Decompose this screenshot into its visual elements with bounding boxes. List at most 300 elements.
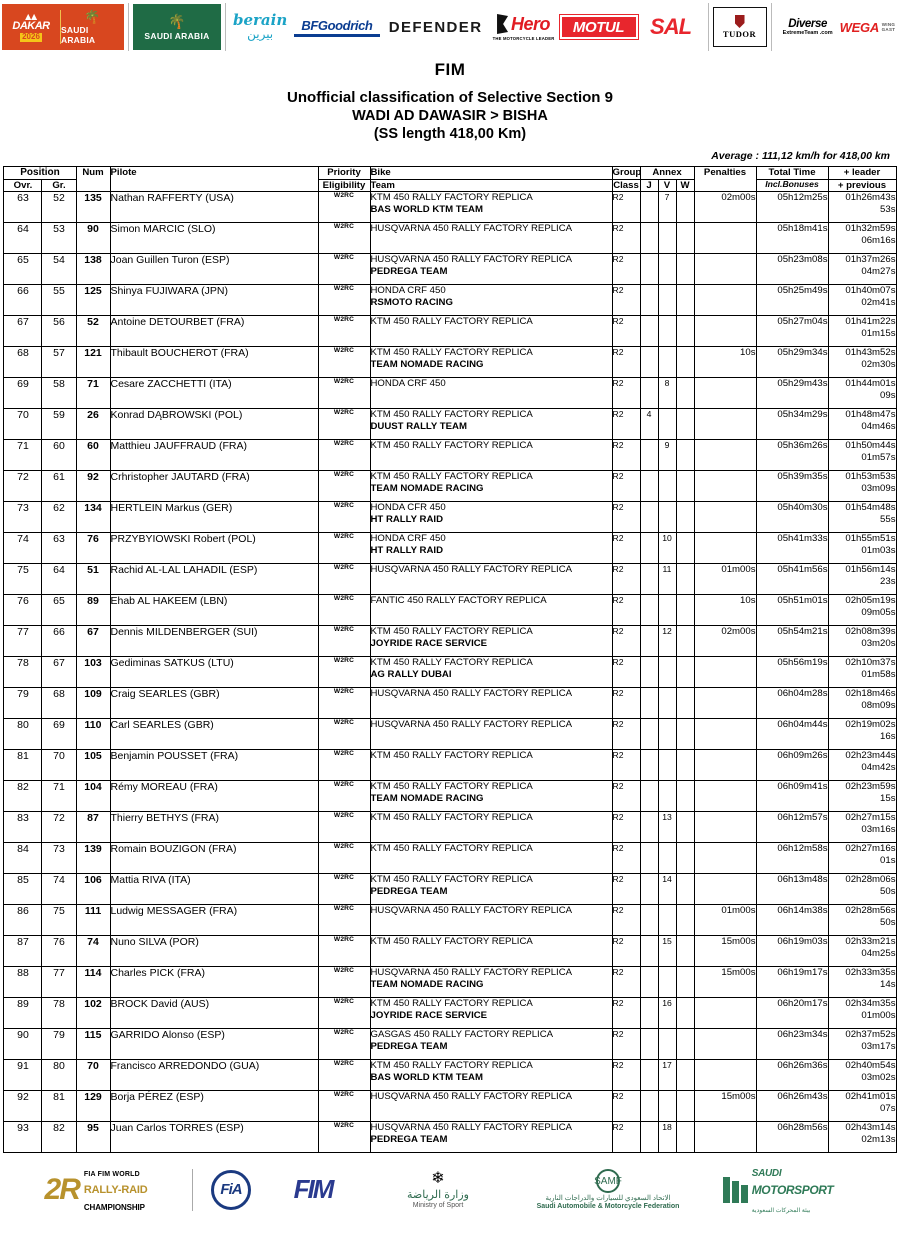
cell-ovr: 70 bbox=[4, 408, 42, 439]
classification-table bbox=[3, 166, 896, 1153]
cell-penalties bbox=[694, 811, 756, 842]
header-team: Team bbox=[370, 179, 612, 191]
cell-priority-eligibility: W2RC bbox=[318, 594, 370, 625]
cell-total-time: 05h29m34s bbox=[756, 346, 828, 377]
cell-annex-w bbox=[676, 749, 694, 780]
cell-class: R2 bbox=[612, 439, 640, 470]
cell-annex-w bbox=[676, 1059, 694, 1090]
gap-leader: 02h23m59s bbox=[845, 780, 896, 792]
cell-penalties bbox=[694, 656, 756, 687]
sponsor-logo-dakar bbox=[2, 1, 124, 53]
cell-class: R2 bbox=[612, 1121, 640, 1152]
document-header bbox=[0, 54, 900, 142]
cell-priority-eligibility: W2RC bbox=[318, 439, 370, 470]
cell-annex-v: 13 bbox=[658, 811, 676, 842]
gap-previous: 01m15s bbox=[861, 328, 896, 340]
bike-team: HT RALLY RAID bbox=[370, 545, 443, 557]
cell-annex-w bbox=[676, 284, 694, 315]
gap-leader: 02h23m44s bbox=[845, 749, 896, 761]
saudi-motorsport-line1: SAUDI bbox=[751, 1167, 782, 1179]
cell-penalties bbox=[694, 1121, 756, 1152]
ministry-english-label: Ministry of Sport bbox=[412, 1201, 464, 1209]
cell-annex-v bbox=[658, 780, 676, 811]
cell-annex-w bbox=[676, 1121, 694, 1152]
cell-class: R2 bbox=[612, 346, 640, 377]
header-annex-v: V bbox=[658, 179, 676, 191]
footer-logo-saudi-motorsport bbox=[703, 1163, 853, 1217]
header-annex-w: W bbox=[676, 179, 694, 191]
cell-annex-w bbox=[676, 501, 694, 532]
gap-leader: 02h33m21s bbox=[845, 935, 896, 947]
cell-pilote: Gediminas SATKUS (LTU) bbox=[110, 656, 318, 687]
cell-annex-j bbox=[640, 904, 658, 935]
table-row bbox=[4, 966, 896, 997]
cell-annex-w bbox=[676, 966, 694, 997]
cell-num: 76 bbox=[76, 532, 110, 563]
cell-bike bbox=[370, 408, 612, 439]
cell-total-time: 05h18m41s bbox=[756, 222, 828, 253]
cell-gr: 79 bbox=[42, 1028, 76, 1059]
cell-penalties bbox=[694, 718, 756, 749]
cell-class: R2 bbox=[612, 966, 640, 997]
cell-num: 26 bbox=[76, 408, 110, 439]
divider bbox=[225, 3, 226, 51]
cell-annex-v bbox=[658, 284, 676, 315]
cell-ovr: 72 bbox=[4, 470, 42, 501]
gap-leader: 01h26m43s bbox=[845, 191, 896, 203]
cell-penalties bbox=[694, 873, 756, 904]
cell-bike bbox=[370, 1090, 612, 1121]
cell-pilote: Thibault BOUCHEROT (FRA) bbox=[110, 346, 318, 377]
cell-ovr: 88 bbox=[4, 966, 42, 997]
cell-gaps bbox=[828, 687, 896, 718]
cell-total-time: 05h23m08s bbox=[756, 253, 828, 284]
table-header bbox=[4, 167, 896, 192]
bike-model: HONDA CRF 450 bbox=[370, 377, 446, 389]
cell-class: R2 bbox=[612, 408, 640, 439]
cell-annex-j bbox=[640, 873, 658, 904]
cell-pilote: Borja PÉREZ (ESP) bbox=[110, 1090, 318, 1121]
cell-penalties: 01m00s bbox=[694, 563, 756, 594]
cell-gr: 55 bbox=[42, 284, 76, 315]
table-row bbox=[4, 656, 896, 687]
table-row bbox=[4, 439, 896, 470]
table-row bbox=[4, 1121, 896, 1152]
cell-bike bbox=[370, 346, 612, 377]
cell-annex-v bbox=[658, 1028, 676, 1059]
cell-annex-j bbox=[640, 563, 658, 594]
table-row bbox=[4, 935, 896, 966]
cell-pilote: Ludwig MESSAGER (FRA) bbox=[110, 904, 318, 935]
cell-total-time: 06h04m44s bbox=[756, 718, 828, 749]
table-row bbox=[4, 191, 896, 222]
table-row bbox=[4, 315, 896, 346]
diverse-label: Diverse bbox=[788, 17, 827, 30]
cell-class: R2 bbox=[612, 501, 640, 532]
gap-leader: 02h28m56s bbox=[845, 904, 896, 916]
cell-total-time: 05h51m01s bbox=[756, 594, 828, 625]
bike-model: KTM 450 RALLY FACTORY REPLICA bbox=[370, 191, 533, 203]
fia-globe-icon: FiA bbox=[211, 1170, 251, 1210]
cell-annex-w bbox=[676, 904, 694, 935]
gap-leader: 02h28m06s bbox=[845, 873, 896, 885]
gap-previous: 14s bbox=[880, 979, 896, 991]
cell-gr: 66 bbox=[42, 625, 76, 656]
cell-total-time: 05h36m26s bbox=[756, 439, 828, 470]
cell-bike bbox=[370, 687, 612, 718]
cell-gaps bbox=[828, 935, 896, 966]
stage-route: WADI AD DAWASIR > BISHA bbox=[352, 108, 548, 124]
cell-gaps bbox=[828, 780, 896, 811]
bike-model: KTM 450 RALLY FACTORY REPLICA bbox=[370, 780, 533, 792]
cell-gr: 67 bbox=[42, 656, 76, 687]
cell-gaps bbox=[828, 873, 896, 904]
cell-bike bbox=[370, 904, 612, 935]
bike-model: HUSQVARNA 450 RALLY FACTORY REPLICA bbox=[370, 966, 573, 978]
cell-total-time: 05h12m25s bbox=[756, 191, 828, 222]
cell-gaps bbox=[828, 377, 896, 408]
cell-class: R2 bbox=[612, 563, 640, 594]
cell-gr: 82 bbox=[42, 1121, 76, 1152]
cell-annex-w bbox=[676, 408, 694, 439]
cell-bike bbox=[370, 656, 612, 687]
samf-arabic-label: الاتحاد السعودي للسيارات والدراجات النارية bbox=[545, 1195, 671, 1203]
cell-annex-j bbox=[640, 687, 658, 718]
cell-ovr: 87 bbox=[4, 935, 42, 966]
cell-ovr: 69 bbox=[4, 377, 42, 408]
cell-bike bbox=[370, 1059, 612, 1090]
cell-bike bbox=[370, 253, 612, 284]
cell-priority-eligibility: W2RC bbox=[318, 470, 370, 501]
sponsor-logo-bfgoodrich bbox=[290, 1, 383, 53]
cell-ovr: 74 bbox=[4, 532, 42, 563]
cell-ovr: 64 bbox=[4, 222, 42, 253]
table-row bbox=[4, 594, 896, 625]
saudi-motorsport-bars-icon bbox=[723, 1177, 748, 1203]
sponsor-logo-hero bbox=[488, 1, 560, 53]
header-annex: Annex bbox=[640, 167, 694, 180]
cell-pilote: Crhristopher JAUTARD (FRA) bbox=[110, 470, 318, 501]
defender-label: DEFENDER bbox=[388, 18, 483, 36]
cell-class: R2 bbox=[612, 997, 640, 1028]
table-row bbox=[4, 1059, 896, 1090]
cell-penalties: 10s bbox=[694, 594, 756, 625]
gap-leader: 01h53m53s bbox=[845, 470, 896, 482]
cell-annex-v bbox=[658, 501, 676, 532]
sponsor-logo-wega bbox=[840, 1, 898, 53]
cell-annex-w bbox=[676, 873, 694, 904]
cell-priority-eligibility: W2RC bbox=[318, 222, 370, 253]
w2rc-line1: FIA FIM WORLD bbox=[83, 1171, 140, 1179]
cell-annex-w bbox=[676, 811, 694, 842]
w2rc-line3: CHAMPIONSHIP bbox=[83, 1202, 145, 1212]
gap-previous: 03m16s bbox=[861, 824, 896, 836]
cell-bike bbox=[370, 191, 612, 222]
cell-gr: 58 bbox=[42, 377, 76, 408]
cell-priority-eligibility: W2RC bbox=[318, 656, 370, 687]
cell-total-time: 06h09m41s bbox=[756, 780, 828, 811]
cell-annex-w bbox=[676, 625, 694, 656]
gap-previous: 01m03s bbox=[861, 545, 896, 557]
cell-gr: 59 bbox=[42, 408, 76, 439]
cell-annex-j bbox=[640, 346, 658, 377]
divider bbox=[708, 3, 709, 51]
header-priority: Priority bbox=[318, 167, 370, 180]
sponsor-logo-sal bbox=[638, 1, 704, 53]
cell-bike bbox=[370, 842, 612, 873]
gap-previous: 04m42s bbox=[861, 762, 896, 774]
cell-total-time: 05h29m43s bbox=[756, 377, 828, 408]
cell-bike bbox=[370, 966, 612, 997]
cell-penalties: 10s bbox=[694, 346, 756, 377]
berain-arabic-label: بيرين bbox=[247, 26, 274, 41]
cell-annex-w bbox=[676, 532, 694, 563]
gap-leader: 02h05m19s bbox=[845, 594, 896, 606]
gap-leader: 01h44m01s bbox=[845, 377, 896, 389]
cell-total-time: 06h13m48s bbox=[756, 873, 828, 904]
table-row bbox=[4, 532, 896, 563]
cell-pilote: GARRIDO Alonso (ESP) bbox=[110, 1028, 318, 1059]
cell-pilote: Antoine DETOURBET (FRA) bbox=[110, 315, 318, 346]
cell-annex-j bbox=[640, 997, 658, 1028]
cell-num: 67 bbox=[76, 625, 110, 656]
gap-leader: 02h43m14s bbox=[845, 1121, 896, 1133]
cell-total-time: 05h27m04s bbox=[756, 315, 828, 346]
header-position: Position bbox=[4, 167, 76, 180]
gap-previous: 01m58s bbox=[861, 669, 896, 681]
header-bike: Bike bbox=[370, 167, 612, 180]
cell-gaps bbox=[828, 1028, 896, 1059]
bike-model: HUSQVARNA 450 RALLY FACTORY REPLICA bbox=[370, 563, 573, 575]
cell-ovr: 79 bbox=[4, 687, 42, 718]
bike-model: KTM 450 RALLY FACTORY REPLICA bbox=[370, 749, 533, 761]
bike-model: GASGAS 450 RALLY FACTORY REPLICA bbox=[370, 1028, 554, 1040]
gap-leader: 02h33m35s bbox=[845, 966, 896, 978]
dakar-country-label: SAUDI ARABIA bbox=[61, 24, 96, 45]
cell-annex-w bbox=[676, 253, 694, 284]
cell-penalties bbox=[694, 501, 756, 532]
cell-pilote: Simon MARCIC (SLO) bbox=[110, 222, 318, 253]
cell-annex-v: 16 bbox=[658, 997, 676, 1028]
gap-leader: 02h41m01s bbox=[845, 1090, 896, 1102]
cell-penalties bbox=[694, 439, 756, 470]
footer-logo-bar bbox=[0, 1165, 900, 1215]
cell-annex-j bbox=[640, 377, 658, 408]
cell-bike bbox=[370, 1028, 612, 1059]
saudi-motorsport-line3: بيئة المحركات السعودية bbox=[751, 1207, 811, 1214]
cell-total-time: 06h20m17s bbox=[756, 997, 828, 1028]
bike-model: HONDA CRF 450 bbox=[370, 284, 446, 296]
gap-leader: 02h08m39s bbox=[845, 625, 896, 637]
cell-priority-eligibility: W2RC bbox=[318, 935, 370, 966]
cell-total-time: 06h09m26s bbox=[756, 749, 828, 780]
cell-bike bbox=[370, 439, 612, 470]
cell-penalties bbox=[694, 408, 756, 439]
bike-team: PEDREGA TEAM bbox=[370, 1041, 448, 1053]
cell-gr: 70 bbox=[42, 749, 76, 780]
gap-previous: 23s bbox=[880, 576, 896, 588]
footer-logo-samf bbox=[513, 1169, 703, 1210]
cell-annex-j bbox=[640, 1059, 658, 1090]
cell-priority-eligibility: W2RC bbox=[318, 904, 370, 935]
table-row bbox=[4, 687, 896, 718]
bike-model: HUSQVARNA 450 RALLY FACTORY REPLICA bbox=[370, 253, 573, 265]
cell-annex-v bbox=[658, 253, 676, 284]
bike-model: KTM 450 RALLY FACTORY REPLICA bbox=[370, 656, 533, 668]
gap-previous: 03m20s bbox=[861, 638, 896, 650]
cell-annex-w bbox=[676, 377, 694, 408]
bike-model: HUSQVARNA 450 RALLY FACTORY REPLICA bbox=[370, 904, 573, 916]
cell-priority-eligibility: W2RC bbox=[318, 687, 370, 718]
hero-label: Hero bbox=[511, 13, 551, 34]
gap-leader: 01h32m59s bbox=[845, 222, 896, 234]
cell-annex-j bbox=[640, 253, 658, 284]
cell-annex-j bbox=[640, 439, 658, 470]
cell-annex-w bbox=[676, 1028, 694, 1059]
bike-team: TEAM NOMADE RACING bbox=[370, 483, 484, 495]
bike-model: KTM 450 RALLY FACTORY REPLICA bbox=[370, 439, 533, 451]
divider bbox=[128, 3, 129, 51]
cell-annex-j bbox=[640, 780, 658, 811]
cell-priority-eligibility: W2RC bbox=[318, 563, 370, 594]
cell-annex-j bbox=[640, 594, 658, 625]
gap-leader: 01h48m47s bbox=[845, 408, 896, 420]
cell-annex-j bbox=[640, 1028, 658, 1059]
cell-num: 138 bbox=[76, 253, 110, 284]
cell-annex-v: 15 bbox=[658, 935, 676, 966]
bike-team: RSMOTO RACING bbox=[370, 297, 453, 309]
cell-pilote: Konrad DĄBROWSKI (POL) bbox=[110, 408, 318, 439]
cell-penalties bbox=[694, 222, 756, 253]
cell-penalties: 15m00s bbox=[694, 935, 756, 966]
header-penalties: Penalties bbox=[694, 167, 756, 192]
cell-num: 135 bbox=[76, 191, 110, 222]
gap-previous: 03m02s bbox=[861, 1072, 896, 1084]
cell-priority-eligibility: W2RC bbox=[318, 625, 370, 656]
cell-annex-v bbox=[658, 594, 676, 625]
cell-pilote: Juan Carlos TORRES (ESP) bbox=[110, 1121, 318, 1152]
cell-annex-w bbox=[676, 222, 694, 253]
cell-priority-eligibility: W2RC bbox=[318, 284, 370, 315]
cell-annex-v bbox=[658, 315, 676, 346]
cell-gr: 60 bbox=[42, 439, 76, 470]
cell-bike bbox=[370, 780, 612, 811]
gap-previous: 04m27s bbox=[861, 266, 896, 278]
cell-annex-v: 14 bbox=[658, 873, 676, 904]
bike-team: DUUST RALLY TEAM bbox=[370, 421, 467, 433]
cell-num: 103 bbox=[76, 656, 110, 687]
bike-model: HONDA CRF 450 bbox=[370, 532, 446, 544]
cell-class: R2 bbox=[612, 191, 640, 222]
cell-gaps bbox=[828, 656, 896, 687]
cell-pilote: Ehab AL HAKEEM (LBN) bbox=[110, 594, 318, 625]
header-num: Num bbox=[76, 167, 110, 192]
cell-annex-j bbox=[640, 935, 658, 966]
bike-model: HUSQVARNA 450 RALLY FACTORY REPLICA bbox=[370, 1121, 573, 1133]
cell-bike bbox=[370, 315, 612, 346]
gap-leader: 02h34m35s bbox=[845, 997, 896, 1009]
cell-total-time: 05h25m49s bbox=[756, 284, 828, 315]
cell-pilote: Rémy MOREAU (FRA) bbox=[110, 780, 318, 811]
cell-class: R2 bbox=[612, 315, 640, 346]
gap-leader: 02h18m46s bbox=[845, 687, 896, 699]
cell-bike bbox=[370, 532, 612, 563]
header-pilote: Pilote bbox=[110, 167, 318, 192]
cell-class: R2 bbox=[612, 656, 640, 687]
cell-annex-v: 8 bbox=[658, 377, 676, 408]
cell-num: 95 bbox=[76, 1121, 110, 1152]
gap-leader: 02h10m37s bbox=[845, 656, 896, 668]
cell-annex-j bbox=[640, 1121, 658, 1152]
cell-annex-v bbox=[658, 408, 676, 439]
cell-ovr: 83 bbox=[4, 811, 42, 842]
cell-total-time: 06h04m28s bbox=[756, 687, 828, 718]
cell-gaps bbox=[828, 1121, 896, 1152]
bike-model: KTM 450 RALLY FACTORY REPLICA bbox=[370, 470, 533, 482]
cell-gaps bbox=[828, 439, 896, 470]
cell-priority-eligibility: W2RC bbox=[318, 377, 370, 408]
cell-class: R2 bbox=[612, 470, 640, 501]
cell-class: R2 bbox=[612, 935, 640, 966]
cell-annex-j bbox=[640, 718, 658, 749]
cell-num: 74 bbox=[76, 935, 110, 966]
cell-annex-j bbox=[640, 625, 658, 656]
cell-class: R2 bbox=[612, 222, 640, 253]
gap-previous: 06m16s bbox=[861, 235, 896, 247]
cell-total-time: 06h26m43s bbox=[756, 1090, 828, 1121]
cell-penalties bbox=[694, 997, 756, 1028]
cell-annex-w bbox=[676, 594, 694, 625]
cell-ovr: 63 bbox=[4, 191, 42, 222]
cell-class: R2 bbox=[612, 873, 640, 904]
bike-model: KTM 450 RALLY FACTORY REPLICA bbox=[370, 935, 533, 947]
cell-annex-j bbox=[640, 315, 658, 346]
cell-pilote: BROCK David (AUS) bbox=[110, 997, 318, 1028]
cell-num: 109 bbox=[76, 687, 110, 718]
cell-annex-j: 4 bbox=[640, 408, 658, 439]
cell-annex-v: 17 bbox=[658, 1059, 676, 1090]
bike-model: KTM 450 RALLY FACTORY REPLICA bbox=[370, 346, 533, 358]
cell-gr: 74 bbox=[42, 873, 76, 904]
cell-annex-v bbox=[658, 904, 676, 935]
bike-model: KTM 450 RALLY FACTORY REPLICA bbox=[370, 408, 533, 420]
bike-model: KTM 450 RALLY FACTORY REPLICA bbox=[370, 997, 533, 1009]
cell-annex-w bbox=[676, 1090, 694, 1121]
cell-total-time: 05h41m33s bbox=[756, 532, 828, 563]
cell-penalties bbox=[694, 284, 756, 315]
gap-leader: 01h41m22s bbox=[845, 315, 896, 327]
cell-penalties bbox=[694, 687, 756, 718]
cell-bike bbox=[370, 749, 612, 780]
stage-length: (SS length 418,00 Km) bbox=[373, 126, 527, 142]
cell-annex-w bbox=[676, 315, 694, 346]
cell-bike bbox=[370, 1121, 612, 1152]
divider bbox=[192, 1169, 193, 1211]
gap-previous: 08m09s bbox=[861, 700, 896, 712]
cell-penalties bbox=[694, 1028, 756, 1059]
cell-priority-eligibility: W2RC bbox=[318, 780, 370, 811]
bike-model: HUSQVARNA 450 RALLY FACTORY REPLICA bbox=[370, 222, 573, 234]
cell-num: 115 bbox=[76, 1028, 110, 1059]
w2rc-line2: RALLY-RAID bbox=[83, 1184, 148, 1197]
gap-previous: 09s bbox=[880, 390, 896, 402]
cell-num: 87 bbox=[76, 811, 110, 842]
cell-gaps bbox=[828, 1059, 896, 1090]
cell-annex-v bbox=[658, 718, 676, 749]
table-row bbox=[4, 377, 896, 408]
cell-ovr: 76 bbox=[4, 594, 42, 625]
cell-num: 92 bbox=[76, 470, 110, 501]
